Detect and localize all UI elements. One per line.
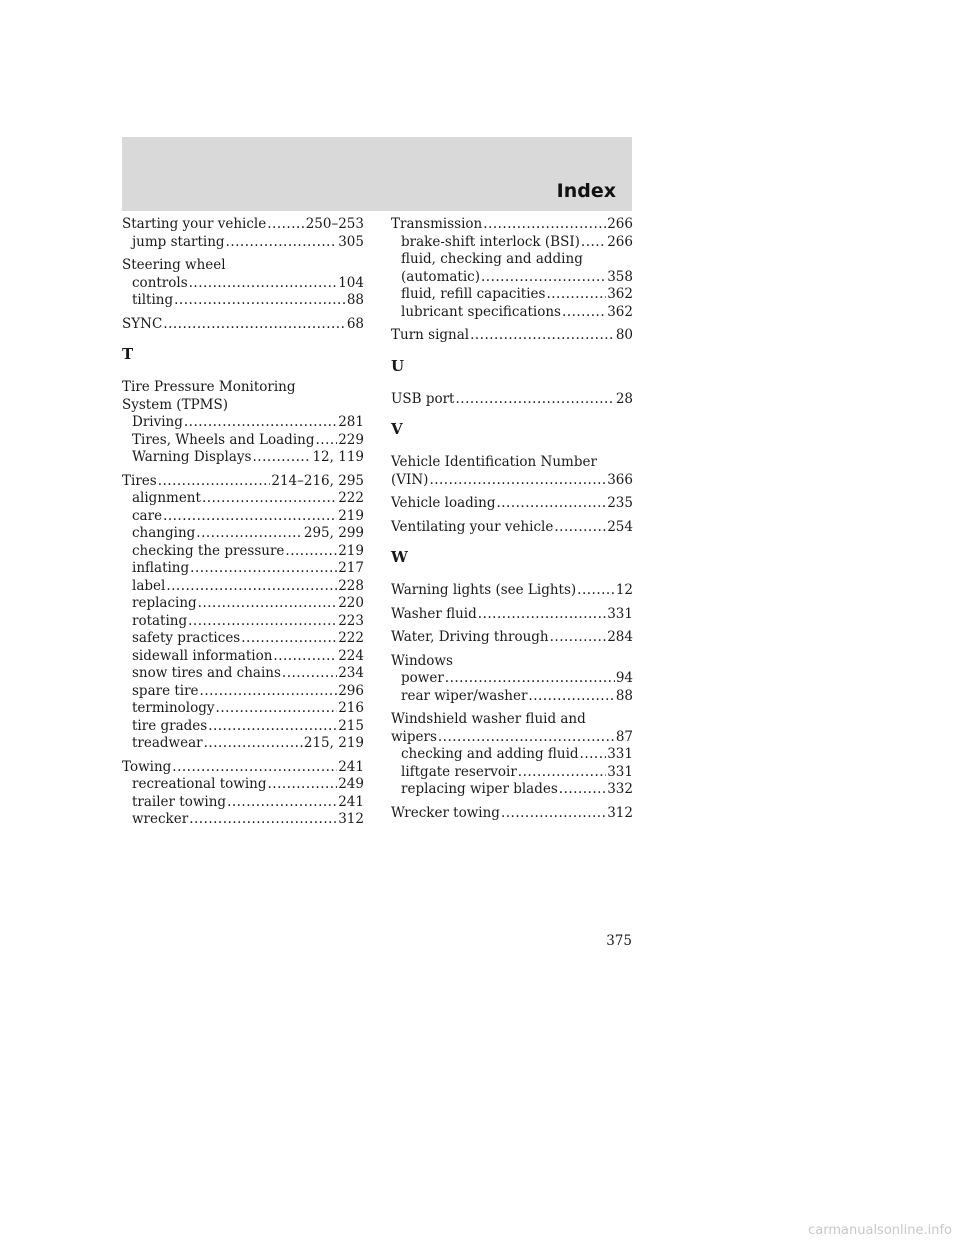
dot-leader	[282, 665, 337, 683]
entry-text: (automatic)	[401, 268, 480, 285]
index-entry	[122, 759, 364, 829]
index-subentry	[122, 700, 364, 718]
section-letter: V	[391, 420, 403, 438]
dot-leader	[528, 688, 614, 706]
index-subentry	[391, 688, 633, 706]
dot-leader	[208, 718, 337, 736]
entry-text: trailer towing	[132, 793, 227, 810]
index-subentry	[122, 613, 364, 631]
page-reference[interactable]: 241	[338, 758, 364, 775]
entry-text: rotating	[132, 612, 188, 629]
index-subentry	[122, 630, 364, 648]
page-reference[interactable]: 94	[615, 670, 633, 686]
entry-text: Windshield washer fluid and	[391, 711, 586, 727]
index-heading-line	[391, 582, 633, 600]
entry-text: Towing	[122, 758, 172, 775]
index-subentry	[391, 746, 633, 764]
page-reference[interactable]: 80	[615, 327, 633, 343]
index-subentry	[122, 543, 364, 561]
index-subentry	[122, 718, 364, 736]
entry-text: rear wiper/washer	[401, 687, 528, 704]
page-title: Index	[556, 180, 616, 202]
dot-leader	[438, 729, 615, 747]
dot-leader	[241, 630, 337, 648]
index-subentry	[122, 449, 364, 467]
entry-text: Water, Driving through	[391, 629, 549, 645]
dot-leader	[285, 543, 337, 561]
dot-leader	[580, 746, 607, 764]
index-entry	[391, 391, 633, 409]
index-subentry	[122, 578, 364, 596]
dot-leader	[496, 495, 606, 513]
index-heading-line	[391, 327, 633, 345]
entry-text: recreational towing	[132, 776, 267, 792]
dot-leader	[577, 582, 615, 600]
index-heading-line	[122, 316, 364, 334]
entry-text: Tires, Wheels and Loading	[132, 431, 315, 448]
page-number: 375	[606, 933, 632, 949]
entry-text: snow tires and chains	[132, 665, 281, 681]
page-reference[interactable]: 215, 219	[303, 735, 364, 751]
dot-leader	[166, 578, 337, 596]
page-reference[interactable]: 219	[338, 507, 364, 524]
index-subentry	[391, 781, 633, 799]
index-entry	[391, 454, 633, 489]
entry-text: jump starting	[132, 233, 225, 250]
entry-text: wrecker	[132, 811, 189, 827]
section-letter: W	[391, 548, 408, 566]
entry-text: brake-shift interlock (BSI)	[401, 233, 580, 250]
index-subentry	[391, 764, 633, 782]
dot-leader	[172, 759, 337, 777]
page-reference[interactable]: 362	[607, 303, 633, 320]
index-heading-line	[391, 454, 633, 472]
index-subentry	[122, 735, 364, 753]
index-subentry	[122, 648, 364, 666]
dot-leader	[481, 269, 606, 287]
page-reference[interactable]: 68	[346, 315, 364, 332]
index-subentry	[122, 665, 364, 683]
index-entry	[122, 316, 364, 334]
entry-text: treadwear	[132, 735, 203, 751]
dot-leader	[190, 560, 337, 578]
index-subentry	[122, 292, 364, 310]
index-column-left	[122, 216, 364, 835]
index-entry	[122, 216, 364, 251]
entry-text: Vehicle Identification Number	[391, 454, 597, 470]
dot-leader	[562, 304, 606, 322]
entry-text: Starting your vehicle	[122, 216, 267, 232]
index-subentry	[122, 794, 364, 812]
index-subentry	[122, 414, 364, 432]
entry-text: Wrecker towing	[391, 804, 500, 821]
page-reference[interactable]: 284	[607, 629, 633, 645]
entry-text: Driving	[132, 414, 183, 430]
page-reference[interactable]: 331	[607, 763, 633, 780]
entry-text: System (TPMS)	[122, 396, 229, 413]
dot-leader	[189, 811, 337, 829]
index-entry	[391, 582, 633, 600]
entry-text: Warning Displays	[132, 449, 252, 465]
index-heading-line	[391, 519, 633, 537]
entry-text: Turn signal	[391, 327, 470, 343]
entry-text: checking the pressure	[132, 542, 285, 559]
page-reference[interactable]: 241	[338, 793, 364, 810]
entry-text: SYNC	[122, 315, 163, 332]
index-heading-line	[391, 629, 633, 647]
index-subentry	[122, 776, 364, 794]
page-reference[interactable]: 88	[615, 687, 633, 704]
dot-leader	[252, 449, 311, 467]
page-reference[interactable]: 217	[338, 560, 364, 576]
index-subentry	[122, 811, 364, 829]
page-reference[interactable]: 331	[607, 746, 633, 762]
entry-text: USB port	[391, 390, 455, 407]
entry-text: checking and adding fluid	[401, 746, 579, 762]
page-reference[interactable]: 215	[338, 717, 364, 734]
index-subentry	[122, 275, 364, 293]
entry-text: (VIN)	[391, 471, 429, 488]
entry-text: Vehicle loading	[391, 495, 496, 511]
page-reference[interactable]: 229	[338, 431, 364, 448]
dot-leader	[200, 683, 338, 701]
entry-text: Warning lights (see Lights)	[391, 582, 577, 598]
index-heading-line	[391, 711, 633, 729]
index-entry	[391, 327, 633, 345]
page-reference[interactable]: 366	[607, 471, 633, 488]
index-heading-line	[391, 391, 633, 409]
index-entry	[122, 473, 364, 753]
entry-text: tilting	[132, 292, 174, 308]
dot-leader	[559, 781, 606, 799]
dot-leader	[273, 648, 337, 666]
page-reference[interactable]: 331	[607, 605, 633, 622]
dot-leader	[158, 473, 271, 491]
index-subentry	[391, 670, 633, 688]
page-reference[interactable]: 362	[607, 286, 633, 302]
entry-text: Transmission	[391, 216, 483, 232]
dot-leader	[216, 700, 338, 718]
dot-leader	[189, 275, 338, 293]
dot-leader	[267, 776, 337, 794]
index-subentry	[122, 508, 364, 526]
index-entry	[391, 653, 633, 706]
index-heading-line	[391, 216, 633, 234]
index-heading-line	[122, 759, 364, 777]
dot-leader	[456, 391, 615, 409]
index-heading-line	[122, 379, 364, 397]
entry-text: fluid, refill capacities	[401, 286, 546, 302]
header-band	[122, 137, 632, 211]
entry-text: care	[132, 507, 163, 524]
page-reference[interactable]: 222	[338, 630, 364, 646]
entry-text: wipers	[391, 728, 437, 745]
dot-leader	[163, 316, 346, 334]
page-reference[interactable]: 222	[338, 490, 364, 506]
index-entry	[391, 606, 633, 624]
page-reference[interactable]: 28	[615, 390, 633, 407]
page-reference[interactable]: 88	[346, 292, 364, 308]
index-subentry	[122, 560, 364, 578]
index-heading-line	[122, 397, 364, 415]
index-subentry	[391, 286, 633, 304]
dot-leader	[267, 216, 304, 234]
entry-text: replacing	[132, 595, 197, 611]
page-reference[interactable]: 214–216, 295	[271, 472, 364, 489]
index-subentry	[391, 269, 633, 287]
page-reference[interactable]: 234	[338, 665, 364, 681]
entry-text: changing	[132, 525, 196, 541]
entry-text: fluid, checking and adding	[401, 251, 583, 267]
entry-text: spare tire	[132, 682, 199, 699]
section-letter: U	[391, 356, 405, 375]
page-reference[interactable]: 216	[338, 700, 364, 716]
index-heading-line	[391, 729, 633, 747]
entry-text: Steering wheel	[122, 257, 226, 273]
index-entry	[391, 805, 633, 823]
index-entry	[391, 711, 633, 799]
entry-text: liftgate reservoir	[401, 763, 517, 780]
page-reference[interactable]: 296	[338, 682, 364, 699]
dot-leader	[196, 525, 303, 543]
page-reference[interactable]: 358	[607, 268, 633, 285]
index-entry	[391, 216, 633, 321]
index-heading-line	[122, 257, 364, 275]
dot-leader	[315, 432, 337, 450]
index-entry	[122, 257, 364, 310]
page-reference[interactable]: 249	[338, 776, 364, 792]
page-reference[interactable]: 312	[607, 804, 633, 821]
page-reference[interactable]: 305	[338, 233, 364, 250]
index-heading-line	[391, 606, 633, 624]
dot-leader	[550, 629, 607, 647]
dot-leader	[204, 735, 303, 753]
page-reference[interactable]: 295, 299	[303, 525, 364, 541]
entry-text: inflating	[132, 560, 190, 576]
dot-leader	[198, 595, 338, 613]
page-reference[interactable]: 104	[338, 274, 364, 291]
dot-leader	[184, 414, 337, 432]
entry-text: controls	[132, 274, 188, 291]
entry-text: label	[132, 577, 166, 594]
page-reference[interactable]: 266	[607, 233, 633, 250]
page-reference[interactable]: 224	[338, 647, 364, 664]
watermark: carmanualsonline.info	[808, 1223, 952, 1238]
index-subentry	[122, 234, 364, 252]
dot-leader	[478, 606, 606, 624]
dot-leader	[202, 490, 337, 508]
page-reference[interactable]: 219	[338, 542, 364, 559]
dot-leader	[546, 286, 606, 304]
page-reference[interactable]: 235	[607, 495, 633, 511]
dot-leader	[470, 327, 615, 345]
dot-leader	[226, 234, 338, 252]
page-reference[interactable]: 281	[338, 414, 364, 430]
index-subentry	[122, 525, 364, 543]
entry-text: Tire Pressure Monitoring	[122, 379, 296, 395]
index-entry	[391, 629, 633, 647]
page-reference[interactable]: 12, 119	[312, 449, 364, 465]
dot-leader	[163, 508, 337, 526]
index-entry	[391, 519, 633, 537]
index-entry	[391, 495, 633, 513]
dot-leader	[501, 805, 606, 823]
page-reference[interactable]: 254	[607, 518, 633, 535]
entry-text: Windows	[391, 652, 453, 669]
index-subentry	[391, 234, 633, 252]
page-reference[interactable]: 87	[615, 728, 633, 745]
index-subentry	[122, 595, 364, 613]
index-subentry	[391, 251, 633, 269]
section-letter: T	[122, 345, 134, 363]
dot-leader	[581, 234, 606, 252]
dot-leader	[174, 292, 346, 310]
entry-text: Ventilating your vehicle	[391, 518, 554, 535]
index-entry	[122, 379, 364, 467]
entry-text: replacing wiper blades	[401, 781, 558, 797]
index-subentry	[122, 683, 364, 701]
index-column-right	[391, 216, 633, 828]
index-heading-line	[391, 805, 633, 823]
entry-text: alignment	[132, 490, 201, 506]
index-heading-line	[122, 473, 364, 491]
page-reference[interactable]: 332	[607, 781, 633, 797]
page-reference[interactable]: 220	[338, 595, 364, 611]
index-heading-line	[391, 472, 633, 490]
entry-text: sidewall information	[132, 647, 273, 664]
dot-leader	[554, 519, 606, 537]
page-reference[interactable]: 250–253	[305, 216, 364, 232]
entry-text: safety practices	[132, 630, 241, 646]
index-heading-line	[391, 653, 633, 671]
dot-leader	[429, 472, 606, 490]
index-subentry	[122, 490, 364, 508]
dot-leader	[483, 216, 606, 234]
dot-leader	[227, 794, 337, 812]
page-reference[interactable]: 312	[338, 811, 364, 827]
entry-text: Tires	[122, 472, 157, 489]
index-subentry	[122, 432, 364, 450]
index-heading-line	[391, 495, 633, 513]
entry-text: terminology	[132, 700, 215, 716]
page-reference[interactable]: 266	[607, 216, 633, 232]
entry-text: Washer fluid	[391, 605, 477, 622]
entry-text: power	[401, 670, 444, 686]
page-reference[interactable]: 228	[338, 577, 364, 594]
index-heading-line	[122, 216, 364, 234]
dot-leader	[445, 670, 615, 688]
page-reference[interactable]: 12	[615, 582, 633, 598]
entry-text: lubricant specifications	[401, 303, 561, 320]
dot-leader	[518, 764, 606, 782]
index-subentry	[391, 304, 633, 322]
entry-text: tire grades	[132, 717, 208, 734]
page-reference[interactable]: 223	[338, 612, 364, 629]
dot-leader	[188, 613, 337, 631]
